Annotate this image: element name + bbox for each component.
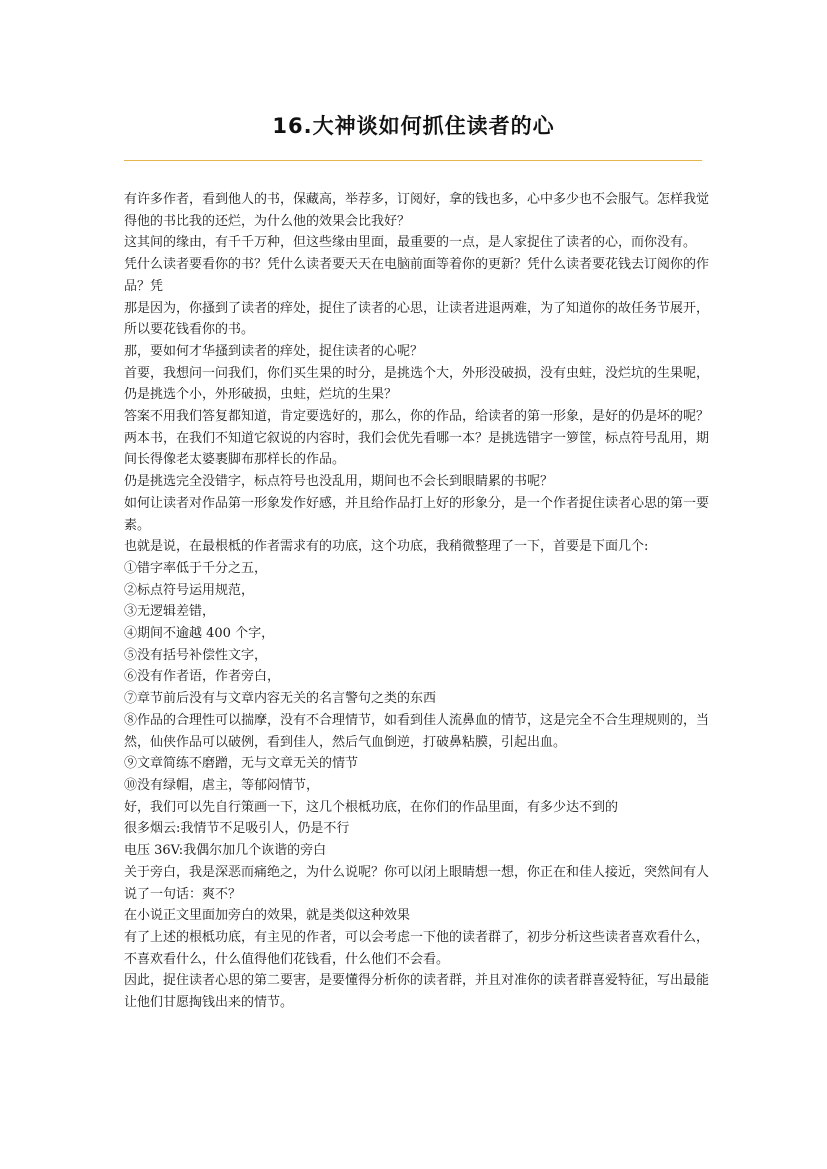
list-item: ④期间不逾越 400 个字， [124,626,275,642]
article-body [124,189,709,1014]
paragraph: 那，要如何才华搔到读者的痒处，捉住读者的心呢？ [124,343,424,359]
paragraph: 两本书，在我们不知道它叙说的内容时，我们会优先看哪一本？是挑选错字一箩筐，标点符号乱用，期间长得像老太婆裹脚布那样长的作品。 [124,430,710,468]
page-title: 16.大神谈如何抓住读者的心 [272,114,555,138]
paragraph: 那是因为，你搔到了读者的痒处，捉住了读者的心思，让读者进退两难，为了知道你的故任务节展开，所以要花钱看你的书。 [124,300,710,338]
paragraph: 首要，我想问一问我们，你们买生果的时分，是挑选个大，外形没破损，没有虫蛀，没烂坑的生果呢，仍是挑选个小，外形破损，虫蛀，烂坑的生果？ [124,365,710,403]
paragraph: 在小说正文里面加旁白的效果，就是类似这种效果 [124,908,411,924]
list-item: ⑦章节前后没有与文章内容无关的名言警句之类的东西 [124,691,437,707]
list-item: ⑨文章简练不磨蹭，无与文章无关的情节 [124,756,359,772]
paragraph: 仍是挑选完全没错字，标点符号也没乱用，期间也不会长到眼睛累的书呢？ [124,474,554,490]
list-item: ⑤没有括号补偿性文字， [124,647,268,663]
paragraph: 很多烟云:我情节不足吸引人，仍是不行 [124,821,350,837]
paragraph: 好，我们可以先自行策画一下，这几个根柢功底，在你们的作品里面，有多少达不到的 [124,799,619,815]
list-item: ①错字率低于千分之五， [124,560,268,576]
paragraph: 这其间的缘由，有千千万种，但这些缘由里面，最重要的一点，是人家捉住了读者的心，而你没有。 [124,235,697,251]
paragraph: 有了上述的根柢功底，有主见的作者，可以会考虑一下他的读者群了，初步分析这些读者喜欢看什么，不喜欢看什么，什么值得他们花钱看，什么他们不会看。 [124,929,710,967]
list-item: ⑥没有作者语，作者旁白， [124,669,281,685]
paragraph: 凭什么读者要看你的书？凭什么读者要天天在电脑前面等着你的更新？凭什么读者要花钱去订阅你的作品？凭 [124,257,710,294]
list-item: ③无逻辑差错， [124,604,216,620]
list-item: ⑩没有绿帽，虐主，等郁闷情节， [124,777,320,793]
paragraph: 如何让读者对作品第一形象发作好感，并且给作品打上好的形象分，是一个作者捉住读者心思的第一要素。 [124,495,710,533]
title-divider [124,160,702,161]
list-item: ⑧作品的合理性可以揣摩，没有不合理情节，如看到佳人流鼻血的情节，这是完全不合生理规则的，当然，仙侠作品可以破例，看到佳人，然后气血倒逆，打破鼻粘膜，引起出血。 [124,712,710,750]
paragraph: 电压 36V:我偶尔加几个诙谐的旁白 [124,843,327,859]
paragraph: 关于旁白，我是深恶而痛绝之，为什么说呢？你可以闭上眼睛想一想，你正在和佳人接近，突然间有人说了一句话：爽不？ [124,864,710,902]
paragraph: 有许多作者，看到他人的书，保藏高，举荐多，订阅好，拿的钱也多，心中多少也不会服气。怎样我觉得他的书比我的还烂，为什么他的效果会比我好？ [124,192,710,229]
paragraph: 也就是说，在最根柢的作者需求有的功底，这个功底，我稍微整理了一下，首要是下面几个: [124,539,649,555]
list-item: ②标点符号运用规范， [124,582,255,598]
paragraph: 因此，捉住读者心思的第二要害，是要懂得分析你的读者群，并且对准你的读者群喜爱特征，写出最能让他们甘愿掏钱出来的情节。 [124,973,710,1011]
paragraph: 答案不用我们答复都知道，肯定要选好的，那么，你的作品，给读者的第一形象，是好的仍是坏的呢？ [124,409,710,425]
